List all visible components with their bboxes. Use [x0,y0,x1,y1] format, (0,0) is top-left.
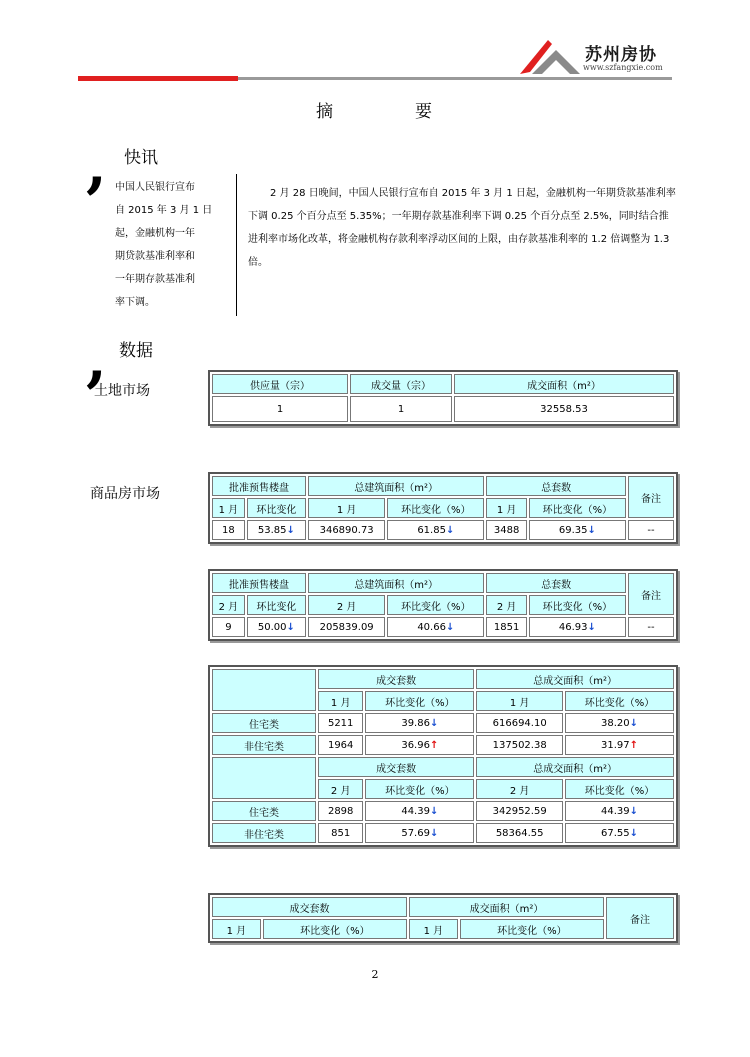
table-subheader: 1 月 [318,691,363,711]
table-header: 总建筑面积（m²） [308,573,484,593]
table-header: 成交面积（m²） [409,897,604,917]
table-cell: 40.66↓ [387,617,484,637]
table-cell: 1964 [318,735,363,755]
news-side-line: 起，金融机构一年 [115,228,195,239]
table-subheader: 2 月 [476,779,563,799]
table-subheader: 2 月 [308,595,385,615]
table-subheader: 1 月 [212,919,261,939]
arrow-down-icon: ↓ [445,621,455,633]
table-subheader: 1 月 [486,498,526,518]
arrow-down-icon: ↓ [629,805,639,817]
row-label: 非住宅类 [212,823,316,843]
table-cell: 50.00↓ [247,617,306,637]
table-subheader: 环比变化（%） [565,691,674,711]
table-subheader: 环比变化（%） [263,919,407,939]
table-header: 成交套数 [318,669,474,689]
table-subheader: 环比变化 [247,595,306,615]
logo-url: www.szfangxie.com [583,63,663,72]
table-cell: 9 [212,617,245,637]
arrow-down-icon: ↓ [587,621,596,633]
arrow-down-icon: ↓ [445,524,455,536]
table-cell: 67.55↓ [565,823,674,843]
page-number: 2 [371,968,379,981]
news-body: 2 月 28 日晚间，中国人民银行宣布自 2015 年 3 月 1 日起，金融机构一年期贷款基准利率下调 0.25 个百分点至 5.35%；一年期存款基准利率下调 0.25 个百分点至 2.5%，同时结合推进利率市场化改革，将金融机构存款利率浮动区间的上限，由存款基准利率的 1.2 倍调整为 1.3 倍。 [248,188,676,268]
title-left: 摘 [316,102,335,122]
table-cell: 32558.53 [454,396,674,422]
table-cell: 46.93↓ [529,617,626,637]
table-header: 成交套数 [212,897,407,917]
header-rule-gray [238,77,672,80]
logo-mark-icon [518,38,580,82]
table-subheader: 环比变化（%） [529,498,626,518]
row-label: 非住宅类 [212,735,316,755]
news-heading: 快讯 [124,148,158,168]
data-heading: 数据 [119,341,153,361]
second-hand-table [208,893,678,943]
table-subheader: 环比变化（%） [387,498,484,518]
table-cell: 851 [318,823,363,843]
arrow-down-icon: ↓ [629,827,639,839]
title-right: 要 [415,102,434,122]
news-side-line: 自 2015 年 3 月 1 日 [115,205,213,216]
table-header: 总建筑面积（m²） [308,476,484,496]
table-cell: -- [628,617,674,637]
news-side-line: 率下调。 [115,297,155,308]
table-cell: 1851 [486,617,526,637]
table-cell: 31.97↑ [565,735,674,755]
table-cell: 53.85↓ [247,520,306,540]
table-cell: 137502.38 [476,735,563,755]
arrow-down-icon: ↓ [286,621,295,633]
table-cell: 3488 [486,520,526,540]
table-subheader: 环比变化（%） [565,779,674,799]
table-cell: 39.86↓ [365,713,474,733]
table-row [212,713,674,733]
table-cell: 1 [212,396,348,422]
table-subheader: 环比变化（%） [460,919,604,939]
table-cell: 342952.59 [476,801,563,821]
deals-table [208,665,678,847]
table-subheader: 1 月 [212,498,245,518]
arrow-down-icon: ↓ [587,524,596,536]
arrow-down-icon: ↓ [286,524,295,536]
arrow-up-icon: ↑ [629,739,639,751]
table-header: 供应量（宗） [212,374,348,394]
table-cell: 58364.55 [476,823,563,843]
table-header: 总成交面积（m²） [476,757,674,777]
news-side-line: 中国人民银行宣布 [115,182,195,193]
arrow-up-icon: ↑ [429,739,439,751]
presale-table-feb [208,569,678,641]
table-cell: 1 [350,396,452,422]
table-cell: 61.85↓ [387,520,484,540]
table-header: 批准预售楼盘 [212,573,306,593]
arrow-down-icon: ↓ [629,717,639,729]
arrow-down-icon: ↓ [429,717,439,729]
table-cell: 57.69↓ [365,823,474,843]
table-cell: 5211 [318,713,363,733]
table-cell: 69.35↓ [529,520,626,540]
table-header: 备注 [628,573,674,615]
table-subheader: 环比变化（%） [387,595,484,615]
table-cell: 346890.73 [308,520,385,540]
table-subheader: 2 月 [486,595,526,615]
table-corner [212,757,316,799]
table-header: 总套数 [486,476,626,496]
arrow-down-icon: ↓ [429,827,439,839]
table-header: 总套数 [486,573,626,593]
land-market-label: 土地市场 [94,383,150,399]
table-header: 备注 [628,476,674,518]
table-row [212,735,674,755]
news-divider [236,174,237,316]
arrow-down-icon: ↓ [429,805,439,817]
table-header: 批准预售楼盘 [212,476,306,496]
table-cell: 2898 [318,801,363,821]
housing-market-label: 商品房市场 [90,486,160,502]
table-cell: 44.39↓ [365,801,474,821]
table-subheader: 1 月 [308,498,385,518]
table-cell: 36.96↑ [365,735,474,755]
comma-mark-icon: , [86,131,107,201]
row-label: 住宅类 [212,801,316,821]
table-subheader: 环比变化（%） [365,691,474,711]
logo-text: 苏州房协 [585,45,657,65]
table-cell: 18 [212,520,245,540]
table-header: 总成交面积（m²） [476,669,674,689]
table-cell: 44.39↓ [565,801,674,821]
news-side-summary [115,176,225,314]
table-cell: 38.20↓ [565,713,674,733]
row-label: 住宅类 [212,713,316,733]
land-market-table [208,370,678,426]
table-subheader: 1 月 [409,919,458,939]
page-title [0,97,750,122]
table-row [212,801,674,821]
table-cell: 616694.10 [476,713,563,733]
table-subheader: 环比变化 [247,498,306,518]
table-row [212,823,674,843]
table-cell: -- [628,520,674,540]
table-subheader: 环比变化（%） [529,595,626,615]
table-subheader: 2 月 [212,595,245,615]
table-cell: 205839.09 [308,617,385,637]
table-corner [212,669,316,711]
table-header: 成交量（宗） [350,374,452,394]
table-subheader: 环比变化（%） [365,779,474,799]
table-header: 备注 [606,897,674,939]
news-side-line: 一年期存款基准利 [115,274,195,285]
news-side-line: 期贷款基准利率和 [115,251,195,262]
presale-table-jan [208,472,678,544]
table-subheader: 2 月 [318,779,363,799]
table-header: 成交面积（m²） [454,374,674,394]
header-rule-red [78,76,238,81]
table-header: 成交套数 [318,757,474,777]
table-subheader: 1 月 [476,691,563,711]
comma-mark-icon: , [86,325,107,395]
